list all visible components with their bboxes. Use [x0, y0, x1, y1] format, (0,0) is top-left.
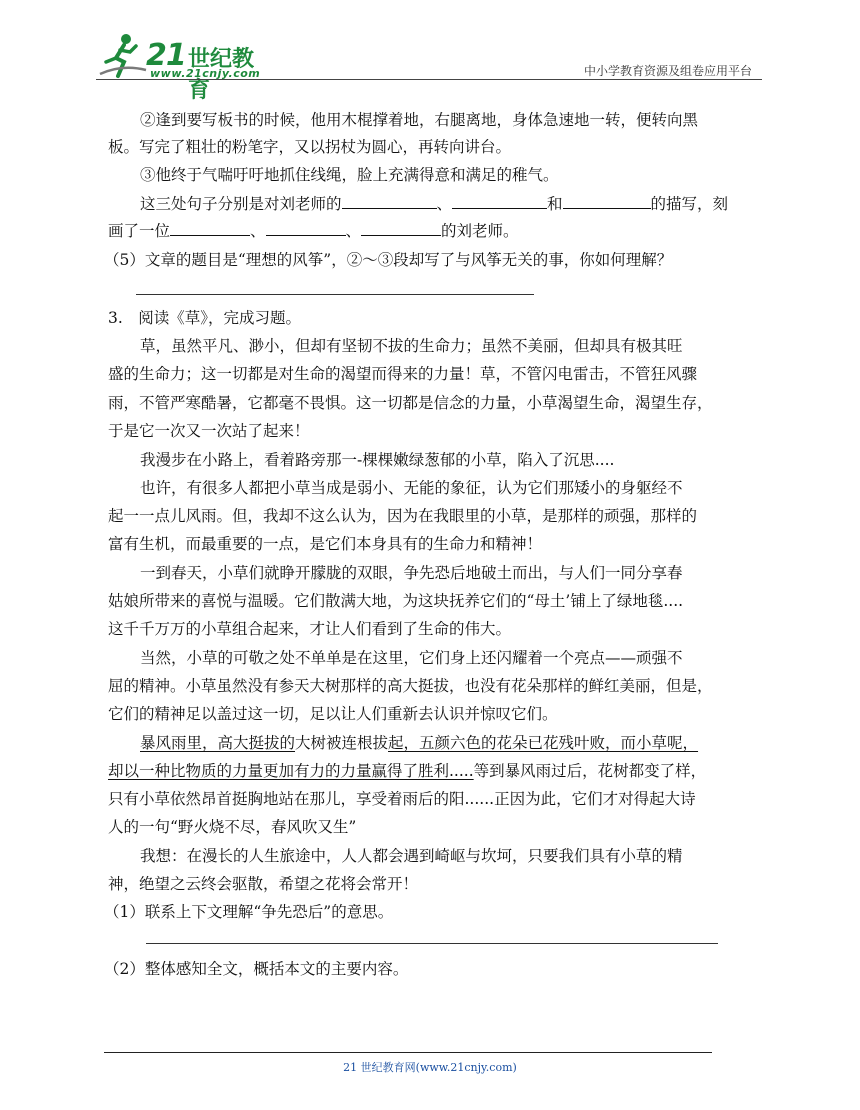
runner-icon [96, 30, 148, 82]
underlined-text: 暴风雨里，高大挺拔的 [140, 734, 296, 752]
q3-p3-line: 富有生机，而最重要的一点，是它们本身具有的生命力和精神！ [108, 535, 543, 553]
answer-blank[interactable] [361, 221, 441, 236]
q3-p7-line: 神，绝望之云终会驱散，希望之花将会常开！ [108, 875, 419, 893]
answer-blank[interactable] [170, 221, 250, 236]
fill-text: 画了一位 [108, 222, 171, 240]
q2-fill-line-1 [140, 192, 728, 214]
q3-p6-line-1 [140, 731, 698, 753]
fill-text: 的刘老师。 [441, 222, 519, 240]
fill-text: 的描写，刻 [650, 195, 729, 213]
q3-sub1: （1）联系上下文理解“争先恐后”的意思。 [104, 903, 394, 921]
underlined-text: 起，五颜六色的花朵已花残叶败，而小草呢， [388, 734, 699, 752]
q3-p1-line: 盛的生命力；这一切都是对生命的渴望而得来的力量！草，不管闪电雷击，不管狂风骤 [108, 365, 698, 383]
answer-blank[interactable] [563, 194, 651, 209]
q3-p1-line: 于是它一次又一次站了起来！ [108, 422, 310, 440]
fill-text: 、 [345, 222, 362, 240]
q3-p5-line: 屈的精神。小草虽然没有参天大树那样的高大挺拔，也没有花朵那样的鲜红美丽，但是， [108, 677, 713, 695]
q3-p4-line: 一到春天，小草们就睁开朦胧的双眼，争先恐后地破土而出，与人们一同分享春 [140, 564, 683, 582]
q3-p6-line-3: 只有小草依然昂首挺胸地站在那儿，享受着雨后的阳......正因为此，它们才对得起大诗 [108, 790, 696, 808]
fill-text: 、 [436, 195, 453, 213]
fill-text: 、 [250, 222, 266, 240]
q3-p6-line-4: 人的一句“野火烧不尽，春风吹又生” [108, 818, 357, 836]
platform-label: 中小学教育资源及组卷应用平台 [583, 64, 752, 78]
q2-fill-line-2 [108, 219, 519, 241]
q2-sentence-2a: ②逢到要写板书的时候，他用木棍撑着地，右腿离地，身体急速地一转，便转向黑 [140, 111, 699, 129]
answer-blank[interactable] [266, 221, 346, 236]
q3-p5-line: 它们的精神足以盖过这一切，足以让人们重新去认识并惊叹它们。 [108, 705, 558, 723]
answer-blank[interactable] [342, 194, 437, 209]
fill-text: 和 [547, 195, 563, 213]
q3-p3-line: 起一一点儿风雨。但，我却不这么认为，因为在我眼里的小草，是那样的顽强，那样的 [108, 507, 698, 525]
brand-number: 21 [146, 38, 186, 73]
q3-title: 3. 阅读《草》，完成习题。 [108, 309, 302, 327]
header-divider [96, 79, 762, 80]
underlined-text: 却以一种比物质的力量更加有力的力量赢得了胜利..... [108, 762, 474, 780]
q2-sentence-2b: 板。写完了粗壮的粉笔字，又以拐杖为圆心，再转向讲台。 [108, 138, 512, 156]
q3-p2: 我漫步在小路上，看着路旁那一-棵棵嫩绿葱郁的小草，陷入了沉思.... [140, 451, 615, 469]
brand-url: www.21cnjy.com [150, 67, 261, 80]
q3-p5-line: 当然，小草的可敬之处不单单是在这里，它们身上还闪耀着一个亮点——顽强不 [140, 649, 683, 667]
q2-sentence-3: ③他终于气喘吁吁地抓住线绳，脸上充满得意和满足的稚气。 [140, 166, 559, 184]
answer-blank[interactable] [452, 194, 547, 209]
q3-p1-line: 草，虽然平凡、渺小，但却有坚韧不拔的生命力；虽然不美丽，但却具有极其旺 [140, 337, 683, 355]
q3-p4-line: 姑娘所带来的喜悦与温暖。它们散满大地，为这块抚养它们的“母土’铺上了绿地毯.... [108, 592, 684, 610]
q3-p4-line: 这千千万万的小草组合起来，才让人们看到了生命的伟大。 [108, 620, 512, 638]
plain-text: 等到暴风雨过后，花树都变了样， [473, 762, 707, 780]
brand-logo [96, 30, 266, 103]
q3-p1-line: 雨，不管严寒酷暑，它都毫不畏惧。这一切都是信念的力量，小草渴望生命，渴望生存， [108, 394, 713, 412]
brand-name: 世纪教育 [188, 47, 255, 103]
footer-divider [104, 1052, 712, 1053]
q3-p6-line-2 [108, 759, 706, 781]
q3-p3-line: 也许，有很多人都把小草当成是弱小、无能的象征，认为它们那矮小的身躯经不 [140, 479, 683, 497]
q3-p7-line: 我想：在漫长的人生旅途中，人人都会遇到崎岖与坎坷，只要我们具有小草的精 [140, 847, 683, 865]
q3-sub2: （2）整体感知全文，概括本文的主要内容。 [104, 960, 409, 978]
plain-text: 大树被连根拔 [295, 734, 389, 752]
q2-sub5: （5）文章的题目是“理想的风筝”，②～③段却写了与风筝无关的事，你如何理解？ [104, 251, 673, 269]
answer-line[interactable] [136, 294, 534, 295]
footer-text: 21 世纪教育网(www.21cnjy.com) [343, 1061, 517, 1074]
fill-text: 这三处句子分别是对刘老师的 [140, 195, 342, 213]
answer-line[interactable] [146, 943, 718, 944]
